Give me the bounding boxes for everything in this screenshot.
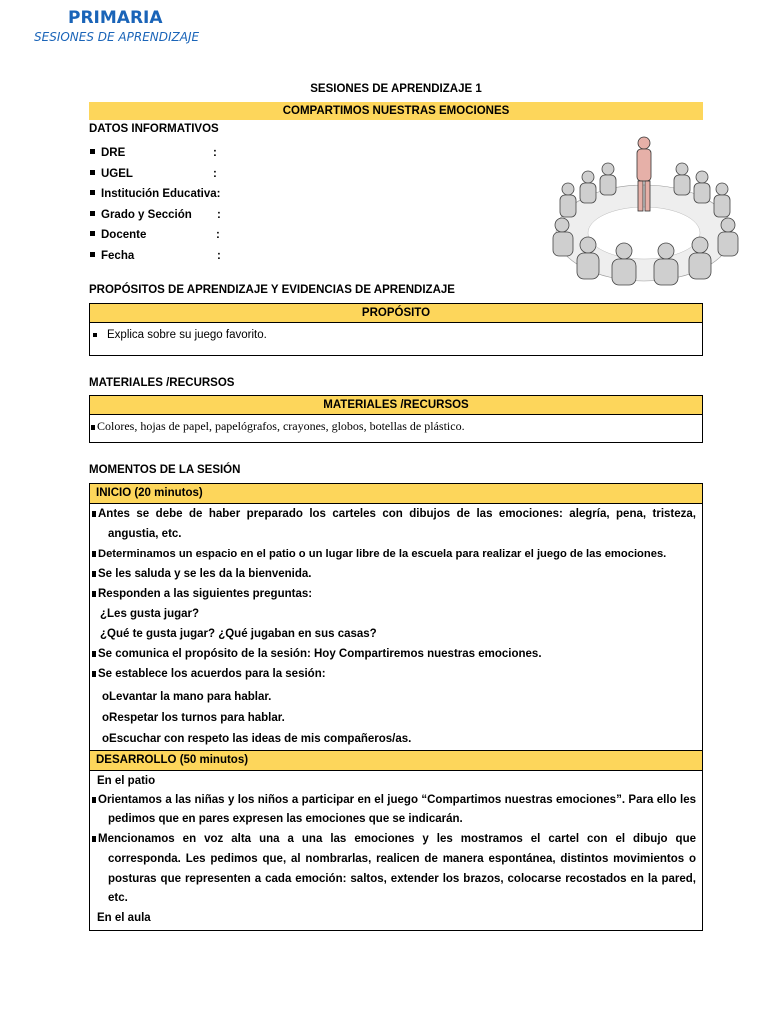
datos-colon: :: [216, 229, 220, 241]
datos-row-institucion: [89, 184, 221, 205]
desarrollo-line: Mencionamos en voz alta una a una las emociones y les mostramos el cartel con el dibujo que: [92, 829, 696, 849]
bullet-icon: [92, 511, 96, 517]
inicio-body: [90, 504, 702, 750]
desarrollo-line: posturas que representen a cada emoción: saltos, extender los brazos, colocarse recostados en la pared,: [108, 873, 696, 885]
inicio-line: Se comunica el propósito de la sesión: Hoy Compartiremos nuestras emociones.: [92, 644, 696, 664]
bullet-icon: [92, 571, 96, 577]
proposito-row: [90, 323, 702, 344]
bullet-icon: [90, 211, 95, 216]
inicio-line: angustia, etc.: [108, 528, 182, 540]
inicio-line: Responden a las siguientes preguntas:: [92, 584, 696, 604]
children-circle-illustration: [548, 133, 740, 288]
inicio-line: Se establece los acuerdos para la sesión:: [92, 664, 696, 684]
materiales-heading: MATERIALES /RECURSOS: [89, 377, 235, 389]
inicio-line: Determinamos un espacio en el patio o un lugar libre de la escuela para realizar el juego de las emociones.: [92, 544, 696, 564]
bullet-icon: [90, 170, 95, 175]
datos-row-ugel: [89, 164, 221, 185]
inicio-line: Antes se debe de haber preparado los carteles con dibujos de las emociones: alegría, pena, tristeza,: [92, 504, 696, 524]
circle-bullet-icon: o: [102, 691, 110, 703]
subheading-aula: En el aula: [97, 912, 151, 924]
datos-colon: :: [217, 208, 221, 221]
subheading-patio: En el patio: [97, 775, 156, 787]
question-line: ¿Qué te gusta jugar? ¿Qué jugaban en sus casas?: [100, 628, 377, 640]
bullet-icon: [92, 797, 96, 803]
acuerdo-item: oRespetar los turnos para hablar.: [102, 712, 285, 724]
bullet-icon: [91, 425, 95, 430]
circle-bullet-icon: o: [102, 733, 110, 745]
document-title: SESIONES DE APRENDIZAJE 1: [310, 83, 482, 95]
datos-heading: DATOS INFORMATIVOS: [89, 123, 219, 135]
bullet-icon: [90, 252, 95, 257]
desarrollo-line: Orientamos a las niñas y los niños a participar en el juego “Compartimos nuestras emociones”. Para ello les: [92, 791, 696, 810]
desarrollo-header: DESARROLLO (50 minutos): [90, 750, 702, 771]
datos-row-fecha: [89, 246, 221, 267]
bullet-icon: [92, 651, 96, 657]
bullet-icon: [93, 333, 97, 337]
datos-colon: :: [213, 167, 217, 180]
bullet-icon: [92, 671, 96, 677]
bullet-icon: [90, 190, 95, 195]
datos-row-docente: [89, 225, 221, 246]
materiales-text: Colores, hojas de papel, papelógrafos, crayones, globos, botellas de plástico.: [97, 419, 465, 433]
proposito-table: [89, 303, 703, 356]
session-banner: COMPARTIMOS NUESTRAS EMOCIONES: [89, 102, 703, 120]
datos-row-dre: [89, 143, 221, 164]
proposito-text: Explica sobre su juego favorito.: [107, 329, 267, 341]
propositos-heading: PROPÓSITOS DE APRENDIZAJE Y EVIDENCIAS DE APRENDIZAJE: [89, 284, 455, 296]
materiales-header: MATERIALES /RECURSOS: [90, 396, 702, 415]
datos-label: Docente: [101, 229, 147, 241]
datos-colon: :: [213, 147, 217, 159]
bullet-icon: [92, 836, 96, 842]
datos-label: UGEL: [101, 167, 133, 180]
acuerdo-item: oLevantar la mano para hablar.: [102, 691, 272, 703]
datos-colon: :: [217, 249, 221, 262]
inicio-header: INICIO (20 minutos): [90, 484, 702, 504]
desarrollo-line: etc.: [108, 892, 128, 904]
brand-title: PRIMARIA: [68, 8, 163, 28]
proposito-header: PROPÓSITO: [90, 304, 702, 323]
desarrollo-body: [90, 771, 702, 928]
datos-label: Fecha: [101, 249, 135, 262]
acuerdo-item: oEscuchar con respeto las ideas de mis compañeros/as.: [102, 733, 412, 745]
bullet-icon: [90, 149, 95, 154]
momentos-table: [89, 483, 703, 931]
datos-row-grado: [89, 205, 221, 226]
bullet-icon: [92, 551, 96, 557]
datos-list: [89, 143, 221, 266]
momentos-heading: MOMENTOS DE LA SESIÓN: [89, 464, 241, 476]
materiales-table: [89, 395, 703, 443]
datos-label: Institución Educativa:: [101, 188, 221, 200]
desarrollo-line: corresponda. Les pedimos que, al nombrarlas, realicen de manera espontánea, distintos movimientos o: [108, 853, 696, 865]
brand-subtitle: SESIONES DE APRENDIZAJE: [34, 30, 200, 44]
datos-label: Grado y Sección: [101, 208, 192, 221]
bullet-icon: [90, 231, 95, 236]
materiales-row: [90, 415, 702, 435]
datos-label: DRE: [101, 147, 126, 159]
inicio-line: Se les saluda y se les da la bienvenida.: [92, 564, 696, 584]
question-line: ¿Les gusta jugar?: [100, 608, 200, 620]
bullet-icon: [92, 591, 96, 597]
desarrollo-line: pedimos que en pares expresen las emociones que se indicarán.: [108, 813, 463, 825]
circle-bullet-icon: o: [102, 712, 110, 724]
